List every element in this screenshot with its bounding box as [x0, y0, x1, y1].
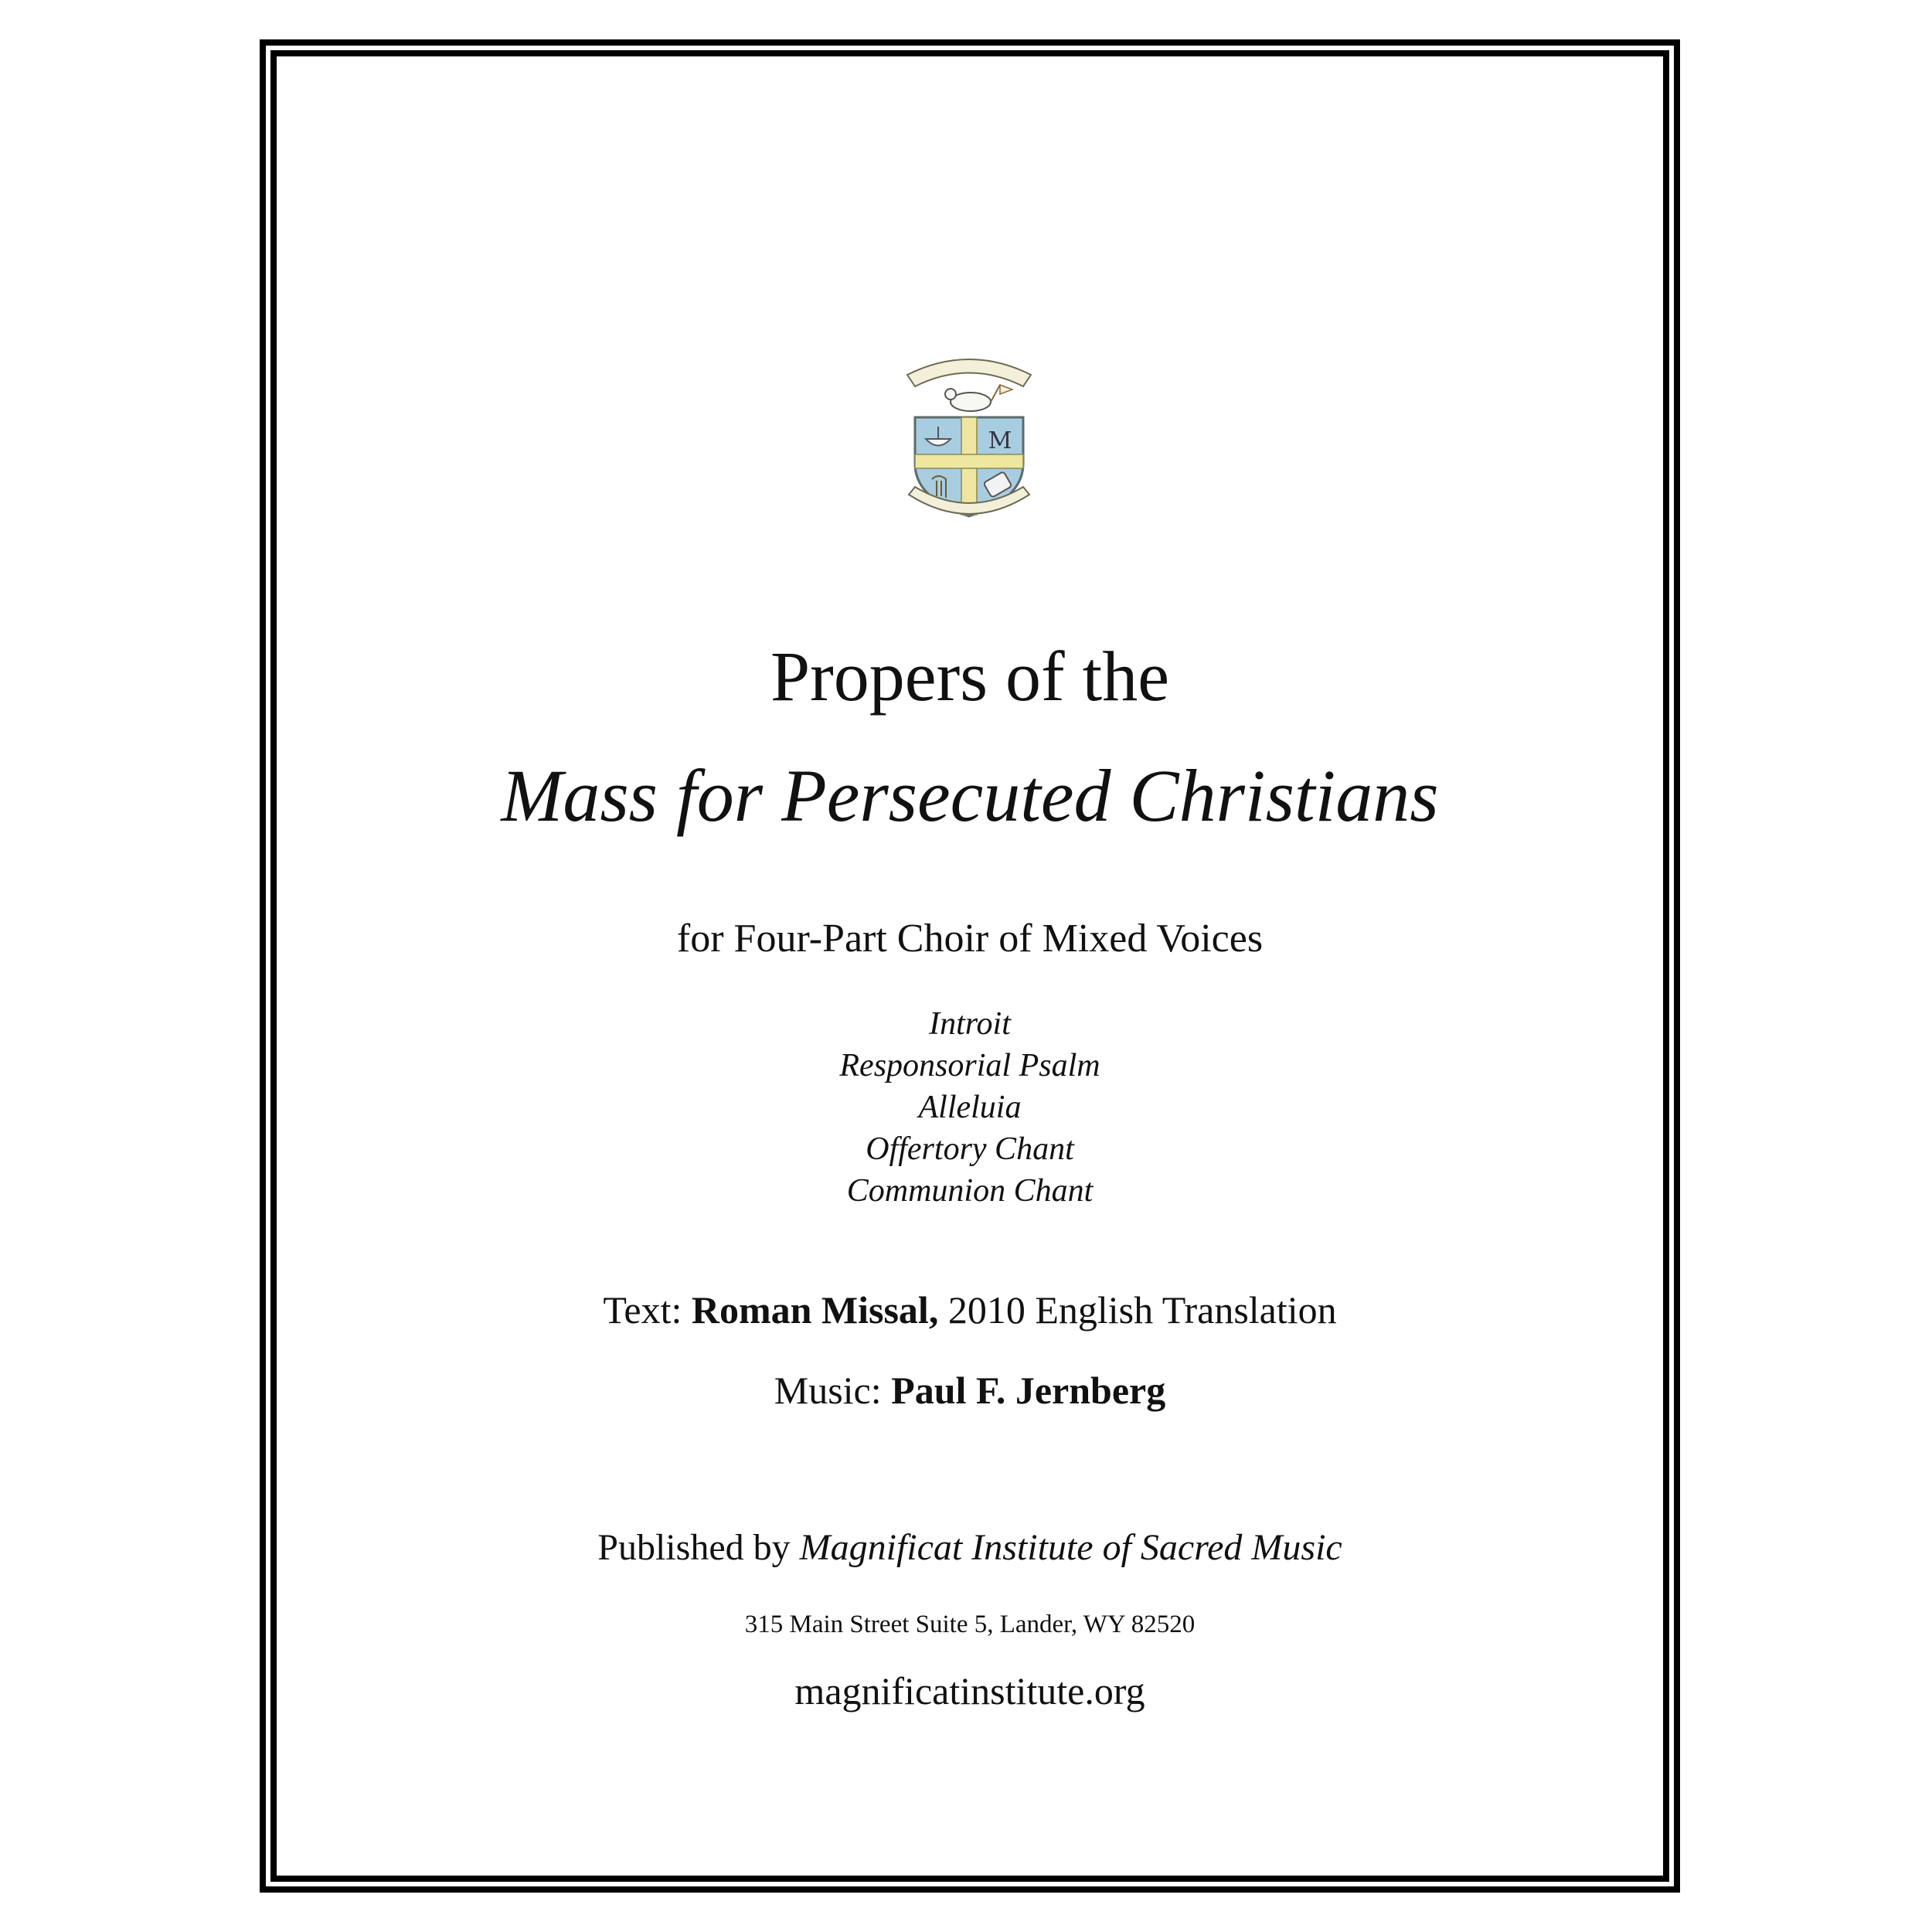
- crest-logo: [900, 340, 1039, 526]
- part-item: Alleluia: [918, 1090, 1022, 1125]
- music-composer: Paul F. Jernberg: [891, 1369, 1166, 1412]
- publisher-name: Magnificat Institute of Sacred Music: [799, 1527, 1342, 1568]
- text-label: Text:: [603, 1288, 682, 1332]
- title-line-2: Mass for Persecuted Christians: [501, 754, 1439, 837]
- music-credit: [283, 1365, 1657, 1416]
- publisher-prefix: Published by: [597, 1527, 791, 1568]
- music-label: Music:: [774, 1369, 882, 1412]
- text-credit: [283, 1284, 1657, 1335]
- subtitle: for Four-Part Choir of Mixed Voices: [676, 917, 1264, 961]
- part-item: Communion Chant: [846, 1173, 1094, 1209]
- part-item: Offertory Chant: [866, 1131, 1074, 1167]
- title-line-1: Propers of the: [770, 637, 1170, 716]
- svg-text:M: M: [988, 427, 1012, 454]
- part-item: Responsorial Psalm: [839, 1048, 1100, 1083]
- text-source: Roman Missal,: [691, 1288, 939, 1332]
- part-item: Introit: [929, 1006, 1011, 1042]
- publisher-line: [283, 1522, 1657, 1573]
- publisher-website[interactable]: magnificatinstitute.org: [794, 1669, 1145, 1713]
- parts-list: [283, 1003, 1657, 1212]
- publisher-address: 315 Main Street Suite 5, Lander, WY 82520: [744, 1611, 1196, 1638]
- text-translation: 2010 English Translation: [947, 1288, 1337, 1332]
